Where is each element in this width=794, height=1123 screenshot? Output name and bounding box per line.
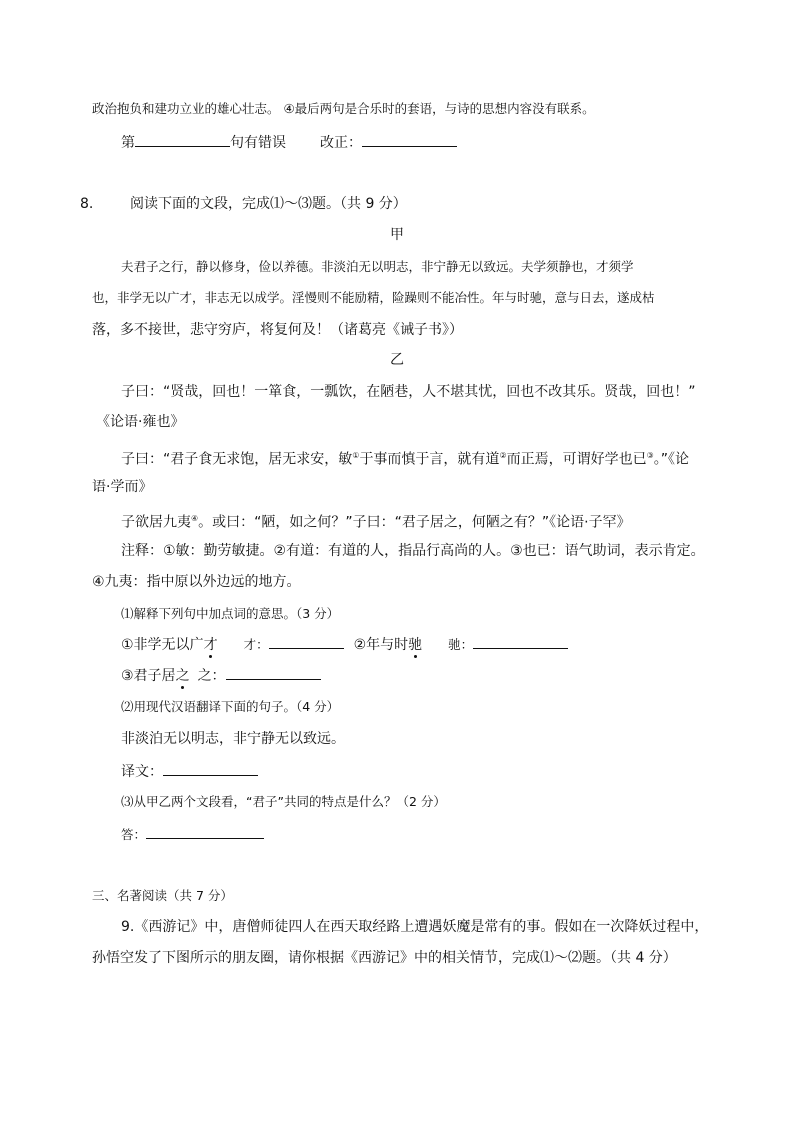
item-c-label: 之： xyxy=(197,668,226,684)
item-c-answer-blank[interactable] xyxy=(226,665,321,680)
passage-yi-line-1: 子曰：“贤哉，回也！一箪食，一瓢饮，在陋巷，人不堪其忧，回也不改其乐。贤哉，回也！” xyxy=(121,384,696,400)
item-a-answer-blank[interactable] xyxy=(269,634,344,649)
section-3-title: 三、名著阅读（共 7 分） xyxy=(92,888,233,903)
yi-line-5-part-b: 。或曰：“陋，如之何？”子曰：“君子居之，何陋之有？”《论语·子罕》 xyxy=(198,514,631,531)
correction-prefix: 第 xyxy=(121,135,135,151)
correction-label: 改正： xyxy=(320,135,362,151)
correction-blank[interactable] xyxy=(362,132,457,147)
answer-line xyxy=(121,824,264,845)
item-b-answer-blank[interactable] xyxy=(473,634,568,649)
item-b-dotted-word: 驰 xyxy=(408,637,423,653)
answer-blank[interactable] xyxy=(146,824,264,839)
passage-yi-line-5 xyxy=(121,509,631,533)
yi-line-3-part-c: 而正焉，可谓好学也已 xyxy=(506,451,647,468)
previous-question-text: 政治抱负和建功立业的雄心壮志。 ④最后两句是合乐时的套语，与诗的思想内容没有联系。 xyxy=(92,101,595,116)
translation-line xyxy=(121,761,258,782)
passage-jia-line-3: 落，多不接世，悲守穷庐，将复何及！（诸葛亮《诫子书》） xyxy=(92,322,463,338)
sub-question-1-row-1 xyxy=(121,634,568,655)
item-a-label: 才： xyxy=(243,637,269,652)
question-8-number: 8. xyxy=(80,196,94,212)
passage-jia-title: 甲 xyxy=(390,227,404,243)
sub-question-3: ⑶从甲乙两个文段看，“君子”共同的特点是什么？（2 分） xyxy=(121,794,446,809)
translation-answer-blank[interactable] xyxy=(163,761,258,776)
notes-line-1: 注释：①敏：勤劳敏捷。②有道：有道的人，指品行高尚的人。③也已：语气助词，表示肯定。 xyxy=(121,543,705,559)
passage-yi-line-4: 语·学而》 xyxy=(92,479,153,495)
sentence-number-blank[interactable] xyxy=(135,132,230,147)
notes-line-2: ④九夷：指中原以外边远的地方。 xyxy=(92,574,301,590)
note-ref-1: ① xyxy=(352,451,360,460)
passage-jia-line-2: 也，非学无以广才，非志无以成学。淫慢则不能励精，险躁则不能冶性。年与时驰，意与日去，遂成枯 xyxy=(92,290,655,305)
question-9-line-2: 孙悟空发了下图所示的朋友圈，请你根据《西游记》中的相关情节，完成⑴～⑵题。（共 4 分） xyxy=(92,950,677,966)
question-9-line-1: 9.《西游记》中，唐僧师徒四人在西天取经路上遭遇妖魔是常有的事。假如在一次降妖过程中， xyxy=(121,919,709,935)
sub-question-1: ⑴解释下列句中加点词的意思。（3 分） xyxy=(121,606,340,621)
passage-jia-line-1: 夫君子之行，静以修身，俭以养德。非淡泊无以明志，非宁静无以致远。夫学须静也，才须学 xyxy=(121,259,634,274)
item-b-label: 驰： xyxy=(448,637,474,652)
yi-line-3-part-b: 于事而慎于言，就有道 xyxy=(359,451,500,468)
yi-line-3-part-a: 子曰：“君子食无求饱，居无求安，敏 xyxy=(121,451,353,468)
question-8-intro: 阅读下面的文段，完成⑴～⑶题。（共 9 分） xyxy=(130,196,407,212)
sub-question-2: ⑵用现代汉语翻译下面的句子。（4 分） xyxy=(121,699,340,714)
item-c-dotted-word: 之 xyxy=(175,668,190,684)
correction-line xyxy=(121,132,457,153)
yi-line-3-part-d: 。”《论 xyxy=(653,451,690,468)
note-ref-2: ② xyxy=(499,451,507,460)
translation-label: 译文： xyxy=(121,764,163,780)
item-a-text: ①非学无以广 xyxy=(121,637,204,653)
yi-line-5-part-a: 子欲居九夷 xyxy=(121,514,191,531)
passage-yi-line-2: 《论语·雍也》 xyxy=(96,414,185,430)
item-b-text: ②年与时 xyxy=(353,637,409,653)
passage-yi-title: 乙 xyxy=(390,352,404,368)
item-c-text: ③君子居 xyxy=(121,668,176,684)
note-ref-4: ④ xyxy=(191,514,199,523)
translate-sentence: 非淡泊无以明志，非宁静无以致远。 xyxy=(121,731,345,747)
note-ref-3: ③ xyxy=(646,451,654,460)
item-a-dotted-word: 才 xyxy=(203,637,218,653)
passage-yi-line-3 xyxy=(121,446,689,470)
correction-mid: 句有错误 xyxy=(230,135,286,151)
answer-label: 答： xyxy=(121,827,147,842)
sub-question-1-row-2 xyxy=(121,665,321,686)
